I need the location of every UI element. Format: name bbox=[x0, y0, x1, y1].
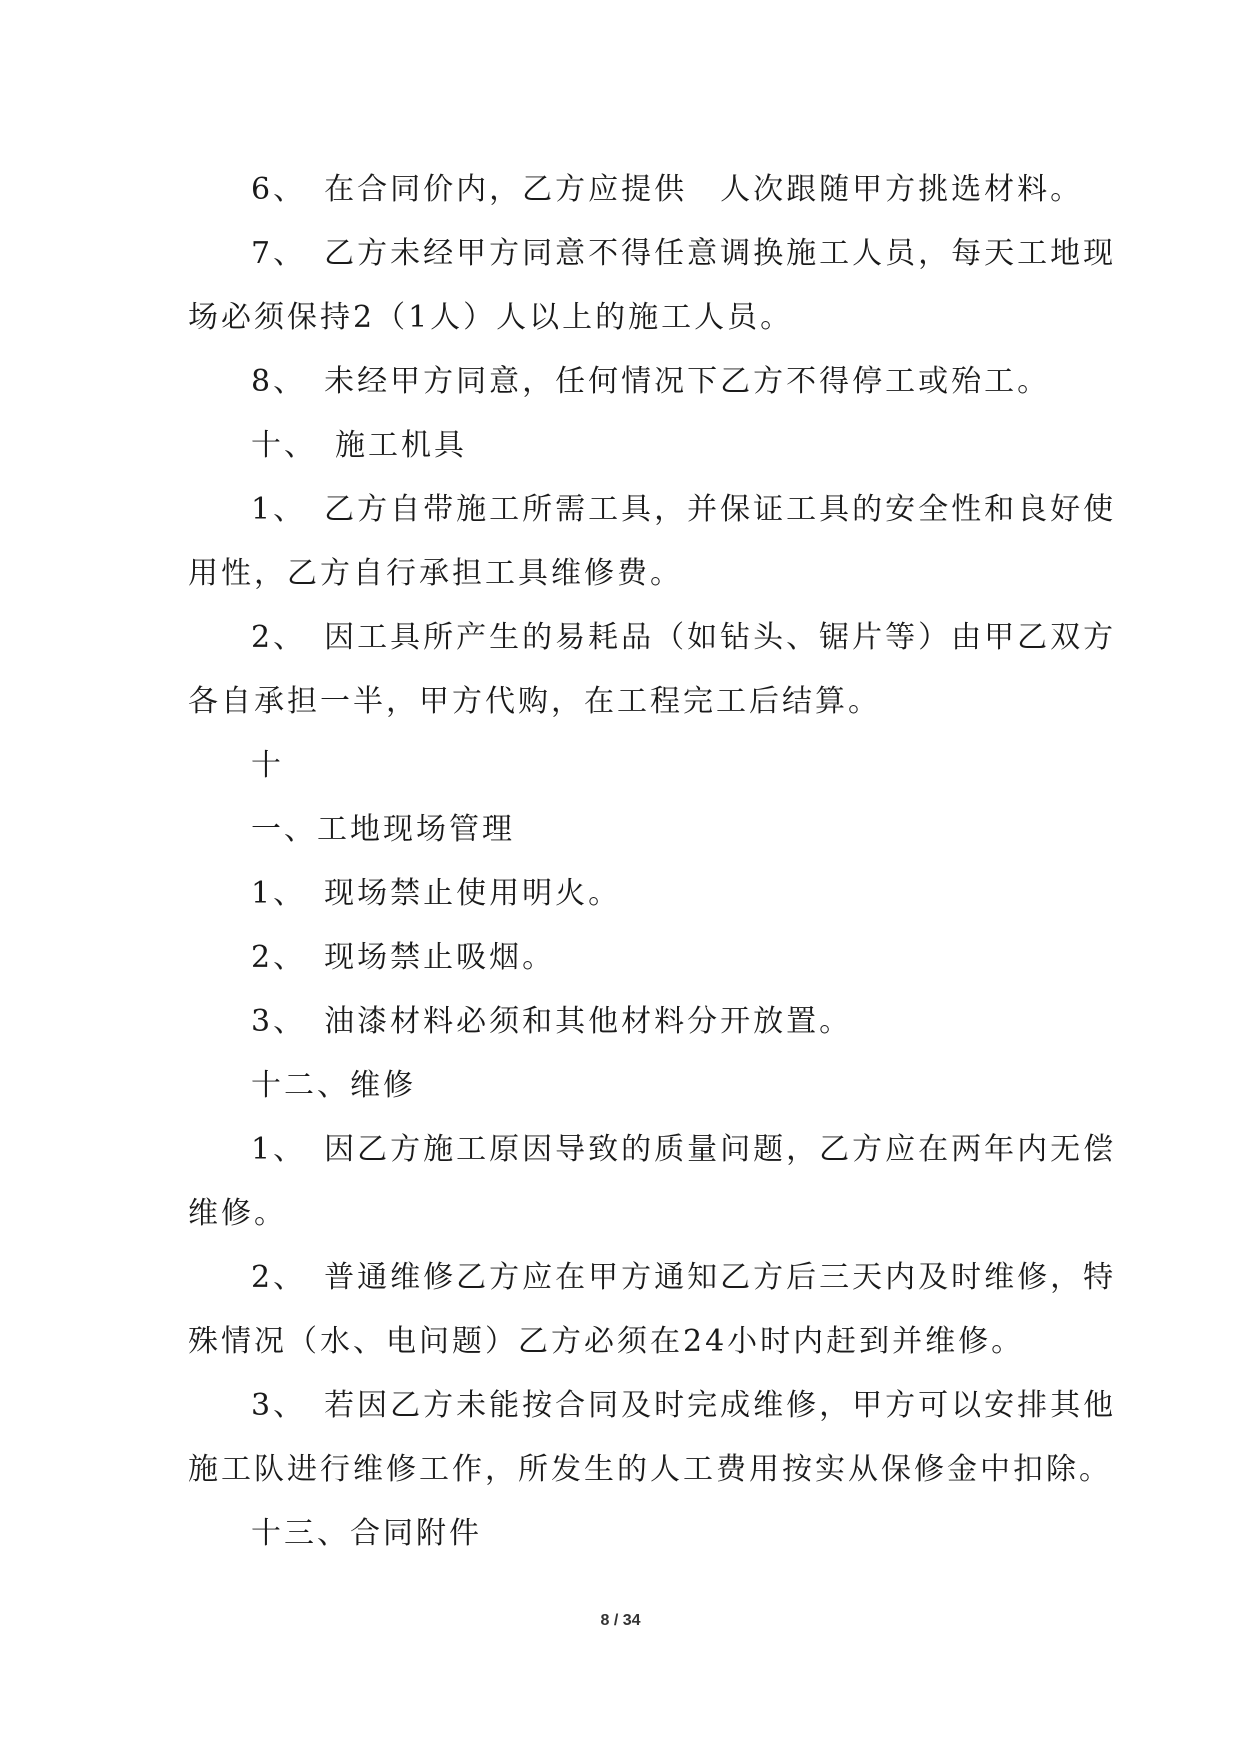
page-number: 8 / 34 bbox=[600, 1612, 641, 1629]
section-11-clause-3: 3、 油漆材料必须和其他材料分开放置。 bbox=[251, 1004, 853, 1039]
section-11-clause-1: 1、 现场禁止使用明火。 bbox=[251, 876, 622, 911]
section-11-heading-part-1: 十 bbox=[251, 748, 284, 783]
section-10-clause-2-line-2: 各自承担一半，甲方代购，在工程完工后结算。 bbox=[188, 684, 881, 719]
section-10-heading: 十、 施工机具 bbox=[251, 428, 467, 463]
clause-7-line-1: 7、 乙方未经甲方同意不得任意调换施工人员，每天工地现 bbox=[251, 236, 1117, 271]
section-11-clause-2: 2、 现场禁止吸烟。 bbox=[251, 940, 556, 975]
section-11-heading-part-2: 一、工地现场管理 bbox=[251, 812, 515, 847]
section-12-clause-1-line-1: 1、 因乙方施工原因导致的质量问题，乙方应在两年内无偿 bbox=[251, 1132, 1117, 1167]
section-12-heading: 十二、维修 bbox=[251, 1068, 416, 1103]
section-10-clause-1-line-2: 用性，乙方自行承担工具维修费。 bbox=[188, 556, 683, 591]
document-body bbox=[188, 158, 1117, 1566]
section-12-clause-2-line-2: 殊情况（水、电问题）乙方必须在24小时内赶到并维修。 bbox=[188, 1324, 1025, 1359]
section-12-clause-2-line-1: 2、 普通维修乙方应在甲方通知乙方后三天内及时维修，特 bbox=[251, 1260, 1117, 1295]
section-13-heading: 十三、合同附件 bbox=[251, 1516, 482, 1551]
section-12-clause-1-line-2: 维修。 bbox=[188, 1196, 287, 1231]
clause-8-line-1: 8、 未经甲方同意，任何情况下乙方不得停工或殆工。 bbox=[251, 364, 1051, 399]
clause-7-line-2: 场必须保持2（1人）人以上的施工人员。 bbox=[188, 300, 794, 335]
section-12-clause-3-line-2: 施工队进行维修工作，所发生的人工费用按实从保修金中扣除。 bbox=[188, 1452, 1112, 1487]
section-12-clause-3-line-1: 3、 若因乙方未能按合同及时完成维修，甲方可以安排其他 bbox=[251, 1388, 1117, 1423]
section-10-clause-1-line-1: 1、 乙方自带施工所需工具，并保证工具的安全性和良好使 bbox=[251, 492, 1117, 527]
clause-6-line-1: 6、 在合同价内，乙方应提供 人次跟随甲方挑选材料。 bbox=[251, 172, 1084, 207]
section-10-clause-2-line-1: 2、 因工具所产生的易耗品（如钻头、锯片等）由甲乙双方 bbox=[251, 620, 1117, 655]
